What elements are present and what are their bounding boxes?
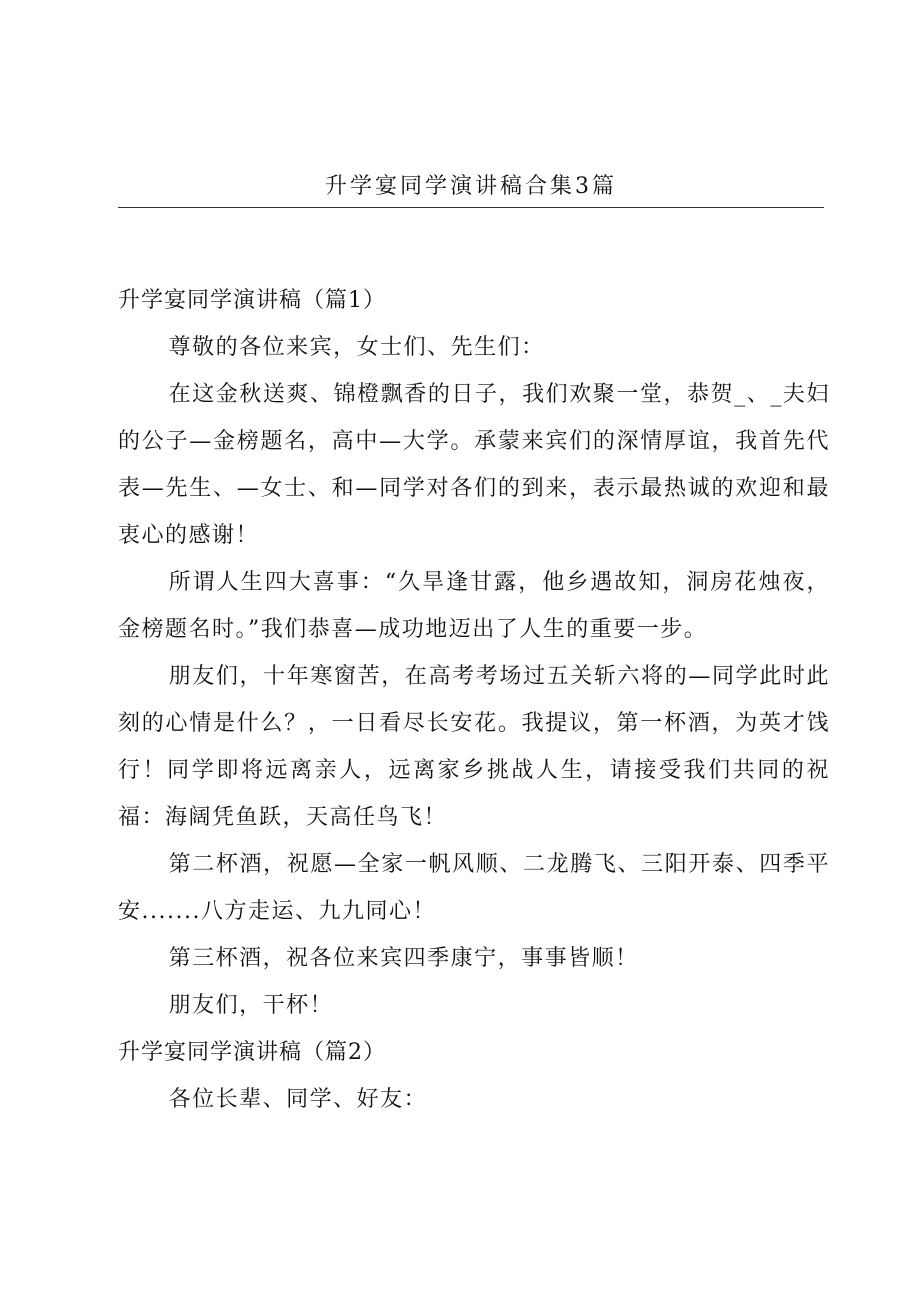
section-2	[118, 1029, 830, 1123]
section-heading: 升学宴同学演讲稿（篇2）	[118, 1040, 386, 1065]
section-heading: 升学宴同学演讲稿（篇1）	[118, 288, 386, 313]
paragraph: 在这金秋送爽、锦橙飘香的日子，我们欢聚一堂，恭贺_、_夫妇的公子—金榜题名，高中—大学。承蒙来宾们的深情厚谊，我首先代表—先生、—女士、和—同学对各们的到来，表示最热诚的欢迎和最衷心的感谢！	[118, 382, 830, 548]
paragraph: 第二杯酒，祝愿—全家一帆风顺、二龙腾飞、三阳开泰、四季平安.......八方走运、九九同心！	[118, 852, 830, 924]
paragraph: 朋友们，干杯！	[168, 993, 334, 1018]
paragraph: 第三杯酒，祝各位来宾四季康宁，事事皆顺！	[168, 946, 639, 971]
paragraph: 各位长辈、同学、好友：	[168, 1087, 428, 1112]
paragraph: 所谓人生四大喜事：“久旱逢甘露，他乡遇故知，洞房花烛夜，金榜题名时。”我们恭喜—成功地迈出了人生的重要一步。	[118, 570, 830, 642]
title-underline	[118, 207, 824, 208]
paragraph: 朋友们，十年寒窗苦，在高考考场过五关斩六将的—同学此时此刻的心情是什么？，一日看尽长安花。我提议，第一杯酒，为英才饯行！同学即将远离亲人，远离家乡挑战人生，请接受我们共同的祝福：海阔凭鱼跃，天高任鸟飞！	[118, 664, 830, 830]
document-title: 升学宴同学演讲稿合集3篇	[325, 174, 617, 199]
document-body	[118, 277, 830, 1123]
paragraph: 尊敬的各位来宾，女士们、先生们：	[168, 335, 545, 360]
section-1	[118, 277, 830, 1029]
